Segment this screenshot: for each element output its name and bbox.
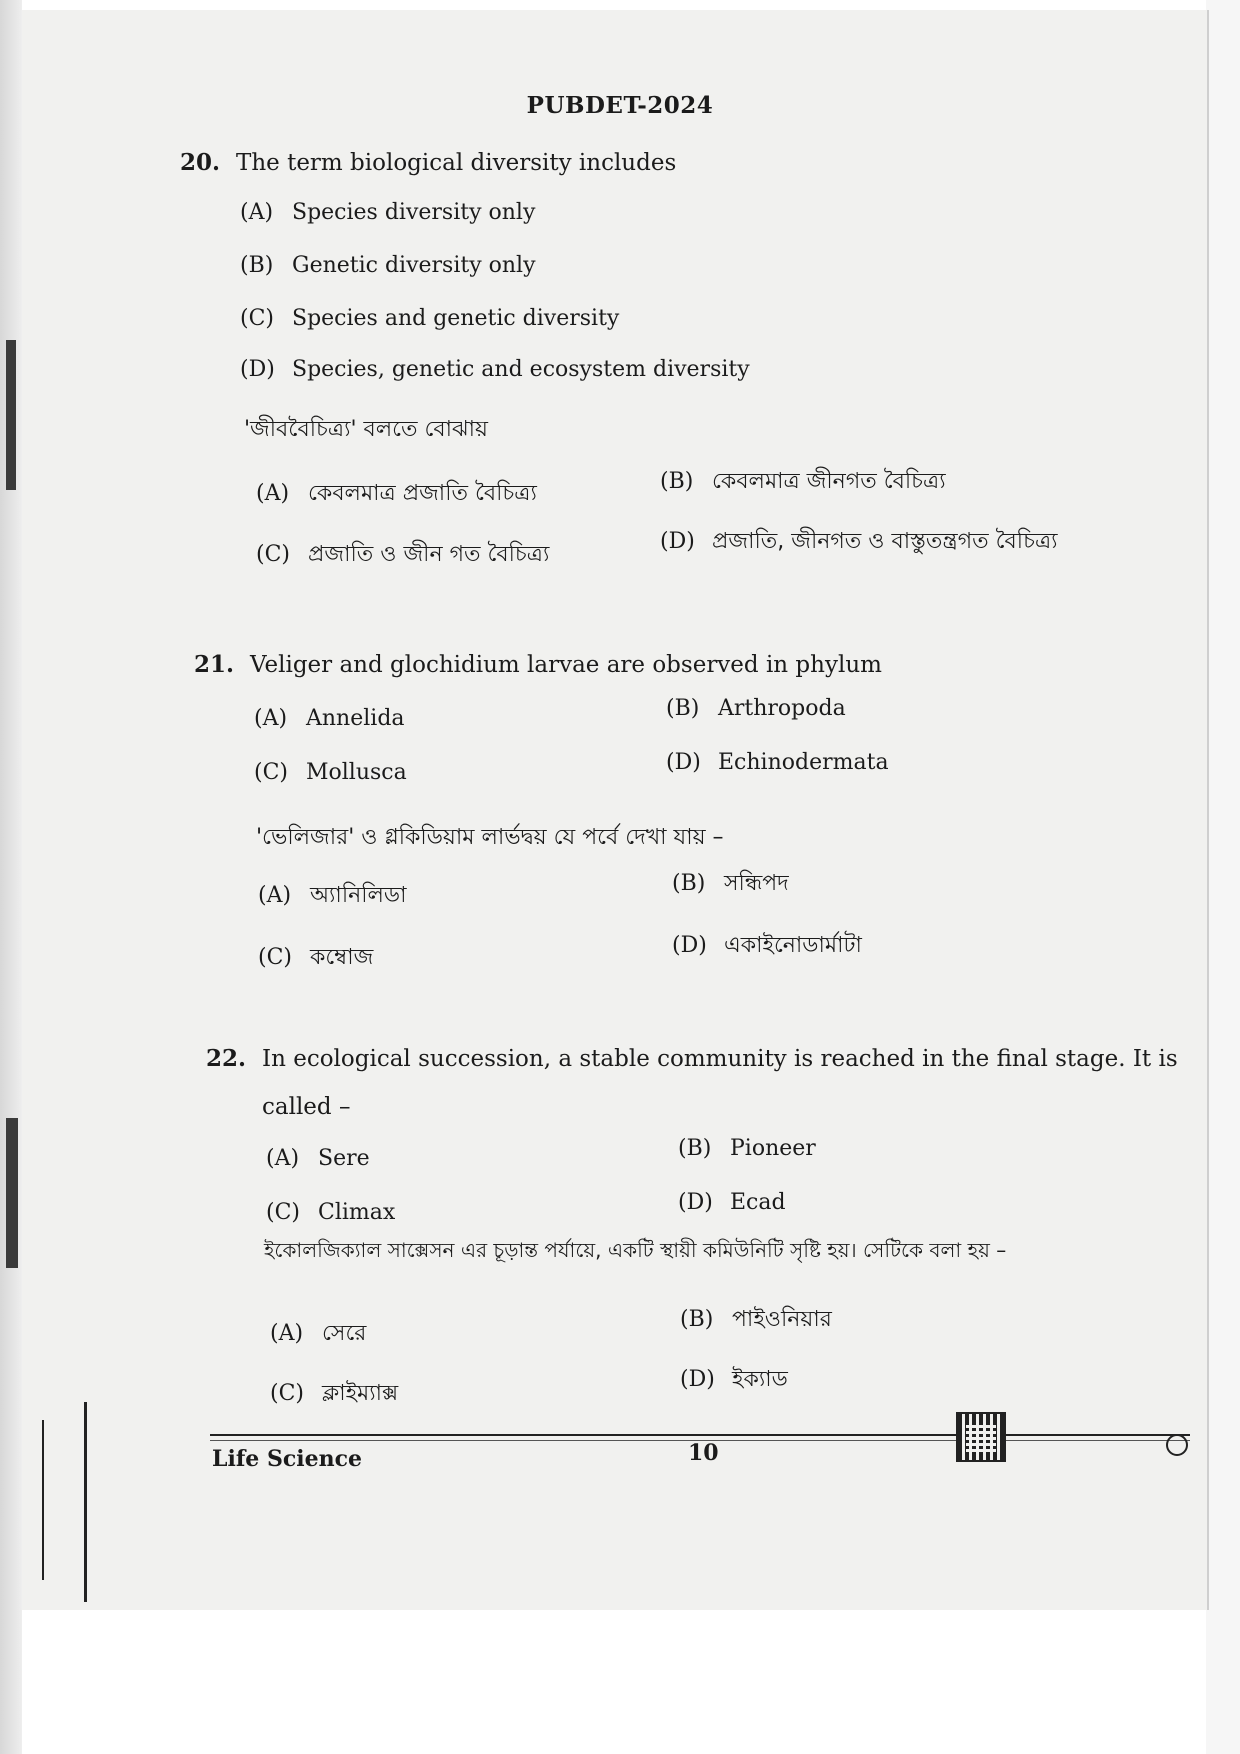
- option-label: (B): [240, 253, 274, 278]
- option-bn-c: [258, 940, 373, 977]
- option-text: Climax: [318, 1200, 396, 1225]
- option-text: সন্ধিপদ: [724, 871, 789, 896]
- exam-page: [22, 10, 1209, 1610]
- option-en-a: [240, 200, 535, 225]
- option-label: (A): [258, 883, 292, 908]
- option-label: (A): [266, 1146, 300, 1171]
- option-text: ক্লাইম্যাক্স: [322, 1381, 399, 1406]
- option-label: (A): [270, 1321, 304, 1346]
- margin-line: [42, 1420, 44, 1580]
- option-label: (C): [266, 1200, 300, 1225]
- option-text: Echinodermata: [718, 750, 889, 775]
- option-en-d: [240, 357, 750, 382]
- question-bengali-text: 'জীববৈচিত্র্য' বলতে বোঝায়: [244, 417, 489, 442]
- option-text: অ্যানিলিডা: [310, 883, 407, 908]
- option-en-c: [254, 760, 407, 785]
- option-bn-d: [660, 524, 1057, 561]
- option-text: সেরে: [322, 1321, 367, 1346]
- option-bn-a: [256, 476, 537, 513]
- option-label: (D): [240, 357, 275, 382]
- option-text: প্রজাতি, জীনগত ও বাস্তুতন্ত্রগত বৈচিত্র্য: [712, 529, 1058, 554]
- option-en-d: [678, 1190, 786, 1215]
- footer-subject: Life Science: [212, 1446, 362, 1472]
- question-21: [194, 650, 882, 680]
- option-text: Sere: [318, 1146, 370, 1171]
- option-text: Species, genetic and ecosystem diversity: [292, 357, 750, 382]
- option-en-d: [666, 750, 889, 775]
- circle-mark-icon: [1166, 1434, 1188, 1456]
- binding-mark: [6, 1118, 18, 1268]
- question-bengali-text: 'ভেলিজার' ও গ্লকিডিয়াম লার্ভদ্বয় যে পর্বে দেখা যায় –: [256, 825, 724, 850]
- question-bengali-text: ইকোলজিক্যাল সাক্সেসন এর চূড়ান্ত পর্যায়ে, একটি স্থায়ী কমিউনিটি সৃষ্টি হয়। সেটিকে বলা হয় –: [264, 1238, 1007, 1262]
- option-label: (D): [660, 529, 695, 554]
- question-text: Veliger and glochidium larvae are observed in phylum: [250, 652, 882, 678]
- option-label: (C): [240, 306, 274, 331]
- option-label: (C): [270, 1381, 304, 1406]
- option-text: একাইনোডার্মাটা: [724, 933, 862, 958]
- page-number: 10: [688, 1440, 719, 1466]
- page-binding-edge: [0, 0, 22, 1754]
- option-text: Ecad: [730, 1190, 786, 1215]
- question-20: [180, 148, 676, 178]
- option-text: Mollusca: [306, 760, 407, 785]
- option-text: কেবলমাত্র জীনগত বৈচিত্র্য: [712, 469, 946, 494]
- option-label: (B): [672, 871, 706, 896]
- option-bn-d: [672, 928, 862, 965]
- option-bn-b: [672, 866, 789, 903]
- option-text: Annelida: [306, 706, 405, 731]
- option-label: (A): [256, 481, 290, 506]
- option-bn-c: [270, 1376, 398, 1413]
- margin-line: [84, 1402, 87, 1602]
- option-text: কম্বোজ: [310, 945, 374, 970]
- option-label: (D): [680, 1367, 715, 1392]
- option-text: প্রজাতি ও জীন গত বৈচিত্র্য: [308, 542, 550, 567]
- qr-code-icon: [958, 1414, 1004, 1460]
- option-label: (B): [680, 1307, 714, 1332]
- option-text: Pioneer: [730, 1136, 816, 1161]
- binding-mark: [6, 340, 16, 490]
- option-label: (D): [678, 1190, 713, 1215]
- option-en-b: [240, 253, 536, 278]
- option-bn-a: [258, 878, 407, 915]
- option-label: (C): [256, 542, 290, 567]
- option-label: (B): [678, 1136, 712, 1161]
- question-number: 20.: [180, 149, 221, 176]
- option-en-c: [240, 306, 619, 331]
- option-en-a: [266, 1146, 370, 1171]
- option-text: ইক্যাড: [732, 1367, 788, 1392]
- option-text: Species diversity only: [292, 200, 536, 225]
- scan-margin: [1206, 0, 1240, 1754]
- option-text: Species and genetic diversity: [292, 306, 620, 331]
- page-header: PUBDET-2024: [526, 92, 714, 119]
- question-text-continued: called –: [262, 1094, 351, 1120]
- option-en-a: [254, 706, 405, 731]
- option-bn-d: [680, 1362, 788, 1399]
- question-number: 22.: [206, 1045, 247, 1072]
- option-label: (D): [666, 750, 701, 775]
- option-en-b: [678, 1136, 816, 1161]
- option-label: (A): [254, 706, 288, 731]
- option-text: পাইওনিয়ার: [732, 1307, 832, 1332]
- option-label: (B): [660, 469, 694, 494]
- option-en-b: [666, 696, 846, 721]
- question-text: The term biological diversity includes: [236, 150, 677, 176]
- footer-rule: [210, 1434, 1190, 1436]
- option-en-c: [266, 1200, 395, 1225]
- question-22: [206, 1044, 1178, 1074]
- option-bn-a: [270, 1316, 366, 1353]
- option-label: (B): [666, 696, 700, 721]
- option-text: Genetic diversity only: [292, 253, 536, 278]
- option-bn-b: [660, 464, 946, 501]
- option-label: (D): [672, 933, 707, 958]
- question-text: In ecological succession, a stable community is reached in the final stage. It is: [262, 1046, 1178, 1072]
- option-label: (C): [254, 760, 288, 785]
- option-label: (A): [240, 200, 274, 225]
- option-text: Arthropoda: [718, 696, 846, 721]
- option-text: কেবলমাত্র প্রজাতি বৈচিত্র্য: [308, 481, 537, 506]
- option-bn-b: [680, 1302, 832, 1339]
- option-bn-c: [256, 537, 549, 574]
- question-number: 21.: [194, 651, 235, 678]
- option-label: (C): [258, 945, 292, 970]
